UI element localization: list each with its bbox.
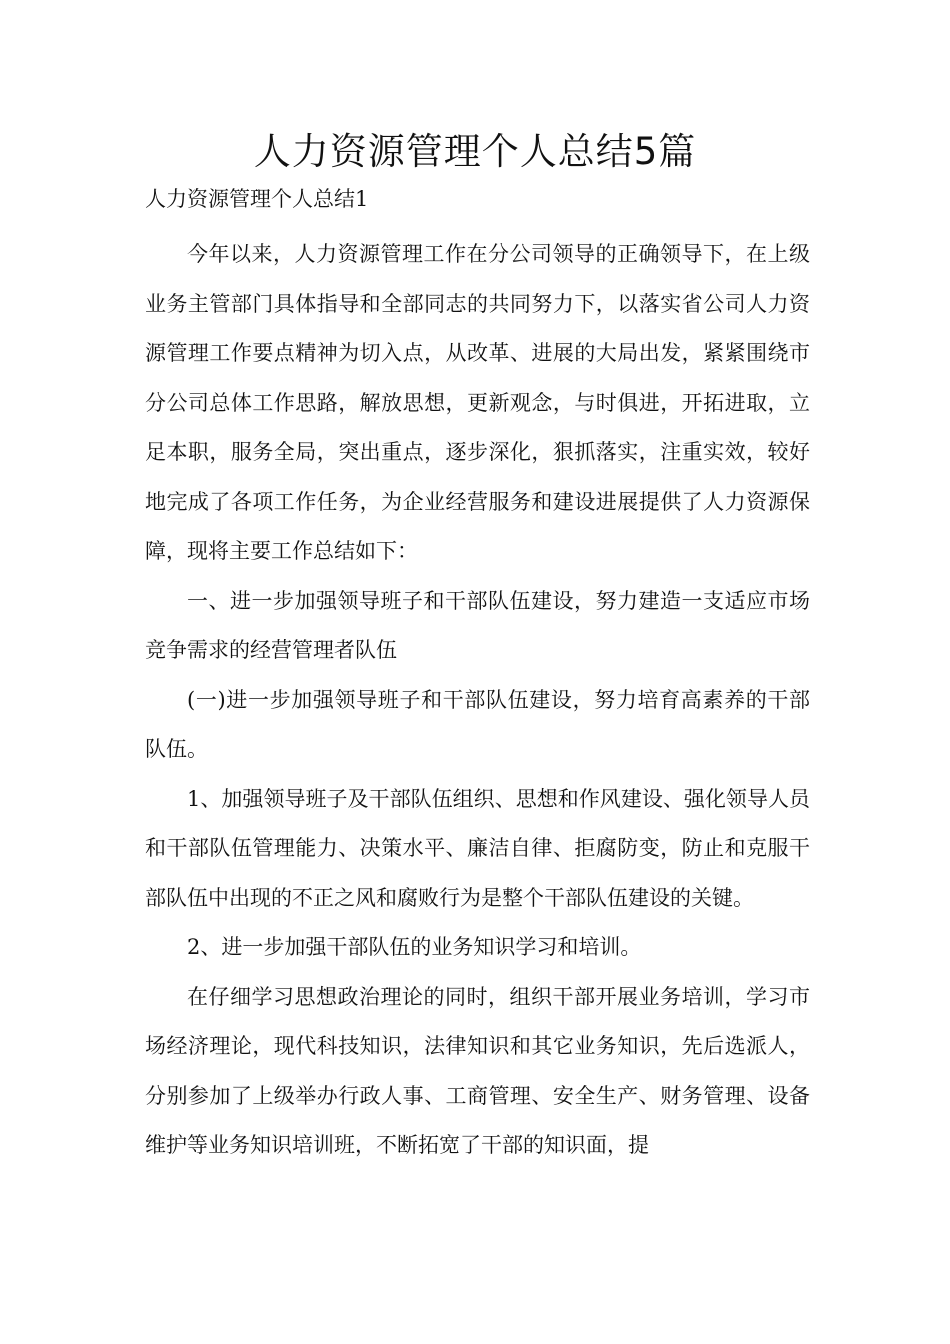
document-title: 人力资源管理个人总结5篇 <box>253 130 697 173</box>
section-heading: 人力资源管理个人总结1 <box>145 187 369 211</box>
paragraph-subheading-1: (一)进一步加强领导班子和干部队伍建设，努力培育高素养的干部队伍。 <box>145 687 810 761</box>
paragraph-item-1: 1、加强领导班子及干部队伍组织、思想和作风建设、强化领导人员和干部队伍管理能力、决策水平、廉洁自律、拒腐防变，防止和克服干部队伍中出现的不正之风和腐败行为是整个干部队伍建设的关键。 <box>145 786 810 910</box>
paragraph-item-2: 2、进一步加强干部队伍的业务知识学习和培训。 <box>187 935 642 959</box>
paragraph-intro: 今年以来，人力资源管理工作在分公司领导的正确领导下，在上级业务主管部门具体指导和全部同志的共同努力下，以落实省公司人力资源管理工作要点精神为切入点，从改革、进展的大局出发，紧紧围绕市分公司总体工作思路，解放思想，更新观念，与时俱进，开拓进取，立足本职，服务全局，突出重点，逐步深化，狠抓落实，注重实效，较好地完成了各项工作任务，为企业经营服务和建设进展提供了人力资源保障，现将主要工作总结如下： <box>145 242 810 563</box>
document-body <box>145 230 810 1171</box>
paragraph-heading-1: 一、进一步加强领导班子和干部队伍建设，努力建造一支适应市场竞争需求的经营管理者队伍 <box>145 588 810 662</box>
paragraph-training: 在仔细学习思想政治理论的同时，组织干部开展业务培训，学习市场经济理论，现代科技知识，法律知识和其它业务知识，先后选派人，分别参加了上级举办行政人事、工商管理、安全生产、财务管理、设备维护等业务知识培训班，不断拓宽了干部的知识面，提 <box>145 984 810 1157</box>
